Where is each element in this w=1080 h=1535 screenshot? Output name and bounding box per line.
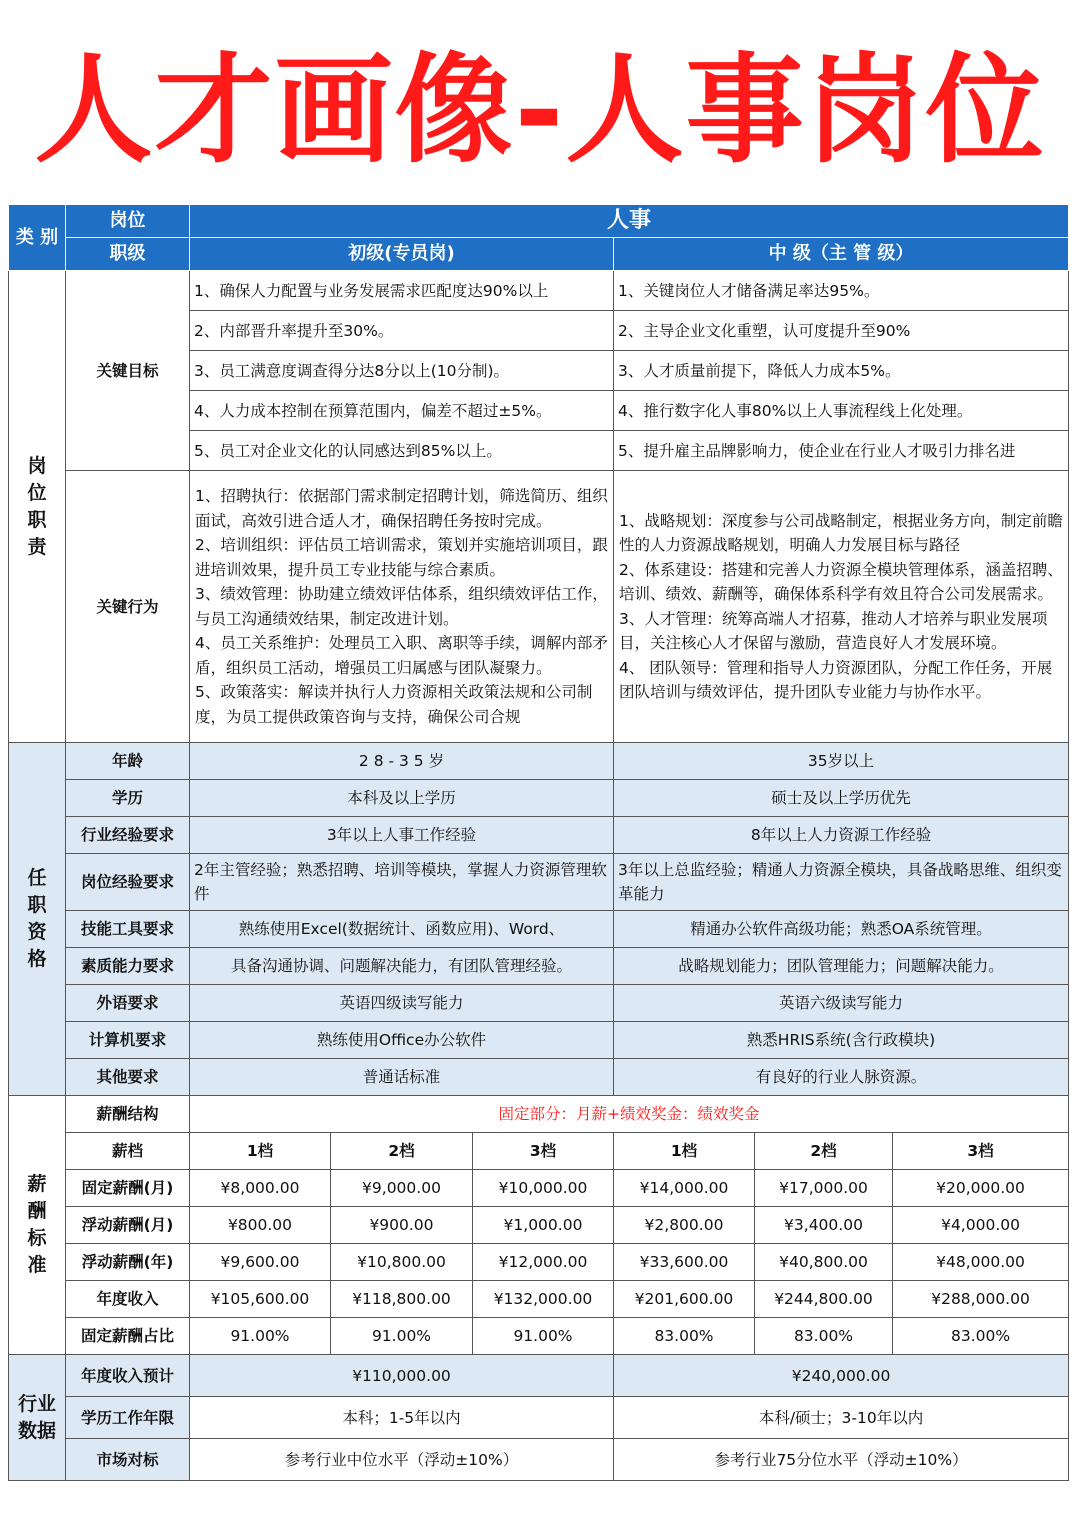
key-actions-label: 关键行为	[66, 471, 190, 743]
salary-row-label: 固定薪酬(月)	[66, 1170, 190, 1207]
salary-cell: ¥14,000.00	[614, 1170, 755, 1207]
salary-row-label: 浮动薪酬(月)	[66, 1207, 190, 1244]
qual-junior: 2 8 - 3 5 岁	[190, 743, 614, 780]
key-goal-junior: 1、确保人力配置与业务发展需求匹配度达90%以上	[190, 271, 614, 311]
qual-label: 计算机要求	[66, 1022, 190, 1059]
qual-label: 外语要求	[66, 985, 190, 1022]
header-junior: 初级(专员岗)	[190, 238, 614, 271]
salary-cell: ¥48,000.00	[893, 1244, 1069, 1281]
salary-grade: 3档	[473, 1133, 614, 1170]
qual-label: 技能工具要求	[66, 911, 190, 948]
salary-cell: ¥2,800.00	[614, 1207, 755, 1244]
industry-middle: ¥240,000.00	[614, 1355, 1069, 1397]
industry-middle: 本科/硕士；3-10年以内	[614, 1397, 1069, 1439]
header-level-label: 职级	[66, 238, 190, 271]
salary-cell: ¥3,400.00	[755, 1207, 893, 1244]
salary-cell: 83.00%	[893, 1318, 1069, 1355]
qual-junior: 熟练使用Excel(数据统计、函数应用)、Word、	[190, 911, 614, 948]
salary-cell: ¥17,000.00	[755, 1170, 893, 1207]
key-goal-middle: 1、关键岗位人才储备满足率达95%。	[614, 271, 1069, 311]
salary-cell: ¥201,600.00	[614, 1281, 755, 1318]
industry-junior: 本科；1-5年以内	[190, 1397, 614, 1439]
key-goal-middle: 5、提升雇主品牌影响力，使企业在行业人才吸引力排名进	[614, 431, 1069, 471]
key-goal-junior: 5、员工对企业文化的认同感达到85%以上。	[190, 431, 614, 471]
key-goals-label: 关键目标	[66, 271, 190, 471]
page-title: 人才画像-人事岗位	[34, 41, 1046, 179]
salary-cell: ¥8,000.00	[190, 1170, 331, 1207]
key-goal-middle: 3、人才质量前提下，降低人力成本5%。	[614, 351, 1069, 391]
qual-label: 岗位经验要求	[66, 854, 190, 911]
salary-cell: ¥12,000.00	[473, 1244, 614, 1281]
salary-grade: 2档	[331, 1133, 473, 1170]
qual-label: 年龄	[66, 743, 190, 780]
qual-junior: 本科及以上学历	[190, 780, 614, 817]
salary-cell: ¥118,800.00	[331, 1281, 473, 1318]
qual-middle: 战略规划能力；团队管理能力；问题解决能力。	[614, 948, 1069, 985]
salary-cell: ¥1,000.00	[473, 1207, 614, 1244]
salary-cell: ¥33,600.00	[614, 1244, 755, 1281]
header-middle: 中 级（主 管 级）	[614, 238, 1069, 271]
salary-cell: ¥900.00	[331, 1207, 473, 1244]
salary-cell: ¥10,800.00	[331, 1244, 473, 1281]
key-goal-junior: 3、员工满意度调查得分达8分以上(10分制)。	[190, 351, 614, 391]
header-category: 类 别	[9, 205, 66, 271]
qual-label: 其他要求	[66, 1059, 190, 1096]
qual-middle: 有良好的行业人脉资源。	[614, 1059, 1069, 1096]
industry-junior: 参考行业中位水平（浮动±10%）	[190, 1439, 614, 1481]
salary-grade: 2档	[755, 1133, 893, 1170]
salary-grade-label: 薪档	[66, 1133, 190, 1170]
salary-structure-value: 固定部分：月薪+绩效奖金：绩效奖金	[190, 1096, 1069, 1133]
qual-label: 行业经验要求	[66, 817, 190, 854]
salary-cell: ¥105,600.00	[190, 1281, 331, 1318]
qual-middle: 硕士及以上学历优先	[614, 780, 1069, 817]
qual-junior: 2年主管经验；熟悉招聘、培训等模块，掌握人力资源管理软件	[190, 854, 614, 911]
salary-grade: 3档	[893, 1133, 1069, 1170]
salary-cell: ¥9,000.00	[331, 1170, 473, 1207]
industry-label: 年度收入预计	[66, 1355, 190, 1397]
key-goal-junior: 2、内部晋升率提升至30%。	[190, 311, 614, 351]
salary-cell: 83.00%	[755, 1318, 893, 1355]
key-actions-junior: 1、招聘执行：依据部门需求制定招聘计划，筛选简历、组织面试，高效引进合适人才，确保招聘任务按时完成。 2、培训组织：评估员工培训需求，策划并实施培训项目，跟进培训效果，提升员工专业技能与综合素质。 3、绩效管理：协助建立绩效评估体系，组织绩效评估工作，与员工沟通绩效结果，制定改进计划。 4、员工关系维护：处理员工入职、离职等手续，调解内部矛盾，组织员工活动，增强员工归属感与团队凝聚力。 5、政策落实：解读并执行人力资源相关政策法规和公司制度，为员工提供政策咨询与支持，确保公司合规	[190, 471, 614, 743]
header-post-label: 岗位	[66, 205, 190, 238]
salary-cell: ¥40,800.00	[755, 1244, 893, 1281]
key-goal-junior: 4、人力成本控制在预算范围内，偏差不超过±5%。	[190, 391, 614, 431]
qual-junior: 3年以上人事工作经验	[190, 817, 614, 854]
salary-cell: ¥10,000.00	[473, 1170, 614, 1207]
salary-row-label: 固定薪酬占比	[66, 1318, 190, 1355]
salary-row-label: 浮动薪酬(年)	[66, 1244, 190, 1281]
industry-junior: ¥110,000.00	[190, 1355, 614, 1397]
key-goal-middle: 4、推行数字化人事80%以上人事流程线上化处理。	[614, 391, 1069, 431]
salary-cell: 91.00%	[473, 1318, 614, 1355]
duties-category: 岗 位 职 责	[9, 271, 66, 743]
salary-cell: 91.00%	[190, 1318, 331, 1355]
salary-cell: ¥9,600.00	[190, 1244, 331, 1281]
salary-cell: ¥20,000.00	[893, 1170, 1069, 1207]
salary-cell: ¥4,000.00	[893, 1207, 1069, 1244]
qual-middle: 3年以上总监经验；精通人力资源全模块，具备战略思维、组织变革能力	[614, 854, 1069, 911]
qual-junior: 英语四级读写能力	[190, 985, 614, 1022]
qual-junior: 普通话标准	[190, 1059, 614, 1096]
key-actions-middle: 1、战略规划：深度参与公司战略制定，根据业务方向，制定前瞻性的人力资源战略规划，明确人力发展目标与路径 2、体系建设：搭建和完善人力资源全模块管理体系，涵盖招聘、培训、绩效、薪酬等，确保体系科学有效且符合公司发展需求。 3、人才管理：统筹高端人才招募，推动人才培养与职业发展项目，关注核心人才保留与激励，营造良好人才发展环境。 4、 团队领导：管理和指导人力资源团队，分配工作任务，开展团队培训与绩效评估，提升团队专业能力与协作水平。	[614, 471, 1069, 743]
qual-middle: 35岁以上	[614, 743, 1069, 780]
hr-profile-table	[8, 204, 1069, 1481]
salary-cell: ¥244,800.00	[755, 1281, 893, 1318]
salary-cell: ¥132,000.00	[473, 1281, 614, 1318]
salary-grade: 1档	[190, 1133, 331, 1170]
salary-row-label: 年度收入	[66, 1281, 190, 1318]
salary-cell: 83.00%	[614, 1318, 755, 1355]
salary-grade: 1档	[614, 1133, 755, 1170]
key-goal-middle: 2、主导企业文化重塑，认可度提升至90%	[614, 311, 1069, 351]
qual-middle: 英语六级读写能力	[614, 985, 1069, 1022]
qual-label: 学历	[66, 780, 190, 817]
header-post-value: 人事	[190, 205, 1069, 238]
industry-middle: 参考行业75分位水平（浮动±10%）	[614, 1439, 1069, 1481]
salary-cell: ¥800.00	[190, 1207, 331, 1244]
industry-label: 学历工作年限	[66, 1397, 190, 1439]
qual-middle: 熟悉HRIS系统(含行政模块)	[614, 1022, 1069, 1059]
qual-middle: 精通办公软件高级功能；熟悉OA系统管理。	[614, 911, 1069, 948]
qualifications-category: 任 职 资 格	[9, 743, 66, 1096]
industry-label: 市场对标	[66, 1439, 190, 1481]
salary-cell: 91.00%	[331, 1318, 473, 1355]
qual-junior: 熟练使用Office办公软件	[190, 1022, 614, 1059]
qual-middle: 8年以上人力资源工作经验	[614, 817, 1069, 854]
qual-label: 素质能力要求	[66, 948, 190, 985]
salary-category: 薪 酬 标 准	[9, 1096, 66, 1355]
salary-cell: ¥288,000.00	[893, 1281, 1069, 1318]
qual-junior: 具备沟通协调、问题解决能力，有团队管理经验。	[190, 948, 614, 985]
salary-structure-label: 薪酬结构	[66, 1096, 190, 1133]
industry-category: 行业 数据	[9, 1355, 66, 1481]
